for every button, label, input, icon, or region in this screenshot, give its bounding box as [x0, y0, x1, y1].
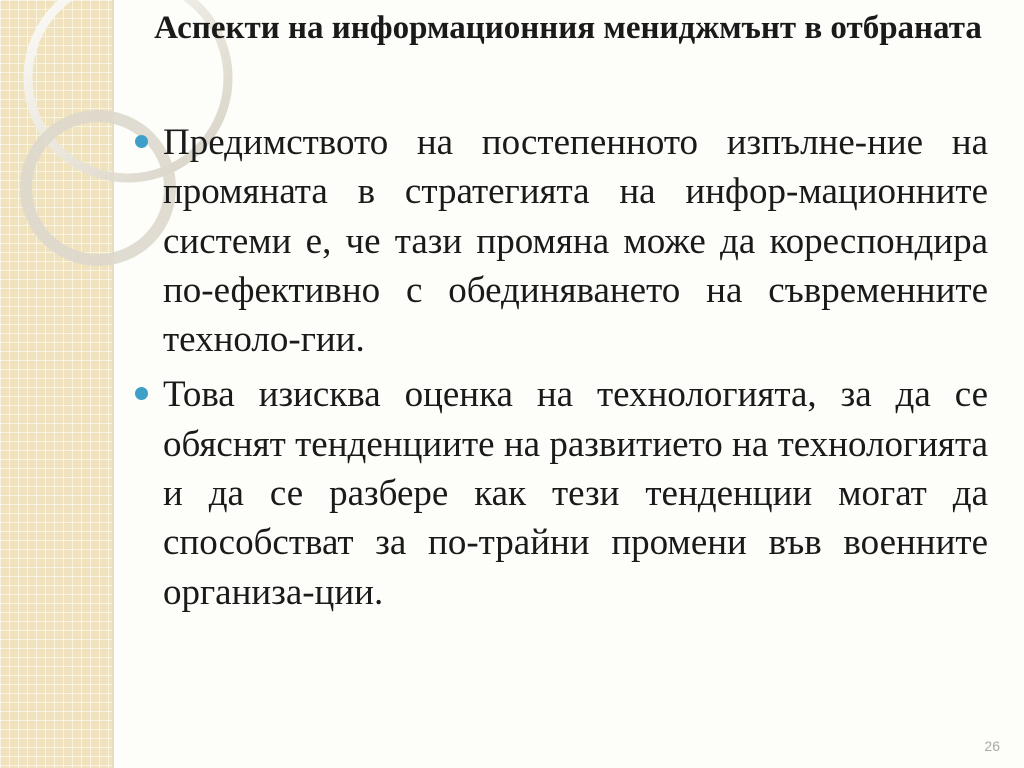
- bullet-dot-icon: [135, 135, 148, 148]
- bullet-dot-icon: [135, 387, 148, 400]
- bullet-text: Предимството на постепенното изпълне-ние на промяната в стратегията на инфор-мационните системи е, че тази промяна може да кореспондира по-ефективно с обединяването на съвременните техноло-гии.: [163, 122, 988, 361]
- bullet-item: [134, 370, 988, 616]
- slide-title: Аспекти на информационния мениджмънт в отбраната: [154, 10, 982, 46]
- bullet-item: [134, 118, 988, 364]
- bullet-text: Това изисква оценка на технологията, за да се обяснят тенденциите на развитието на технологията и да се разбере как тези тенденции могат да способстват за по-трайни промени във военните организа-ции.: [163, 374, 988, 613]
- bullet-list: [134, 118, 988, 623]
- slide-number: 26: [984, 738, 1000, 754]
